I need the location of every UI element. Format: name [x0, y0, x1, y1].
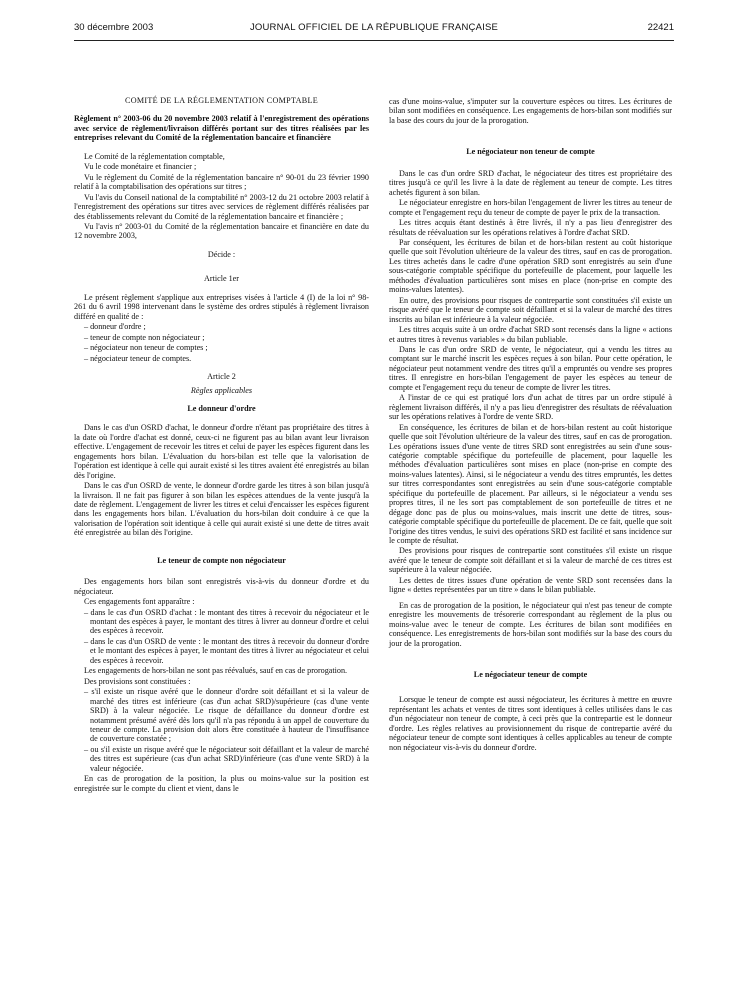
- visa: Vu l'avis n° 2003-01 du Comité de la réglementation bancaire et financière en date du 12 novembre 2003,: [74, 221, 369, 241]
- article-2-subheading: Règles applicables: [190, 386, 253, 396]
- paragraph: Le négociateur enregistre en hors-bilan l'engagement de livrer les titres au teneur de compte et l'engagement reçu du teneur de compte de payer le prix de la transaction.: [389, 198, 672, 217]
- section-heading-donneur: Le donneur d'ordre: [187, 403, 256, 413]
- paragraph: En outre, des provisions pour risques de contrepartie sont constituées s'il existe un risque avéré que le teneur de compte soit défaillant et si la valeur de marché des titres inscrits au bilan est inférieure à la valeur négociée.: [389, 295, 672, 324]
- list-item: – donneur d'ordre ;: [84, 322, 146, 332]
- paragraph: A l'instar de ce qui est pratiqué lors d'un achat de titres par un ordre stipulé à règlement livraison différés, il n'y a pas lieu d'enregistrer des résultats de réévaluation sur les opérations relatives à l'ordre de vente SRD.: [389, 393, 672, 422]
- paragraph: cas d'une moins-value, s'imputer sur la couverture espèces ou titres. Les écritures de bilan sont modifiées en conséquence. Les engagements de hors-bilan sont modifiés sur la base des cours du jour de la prorogation.: [389, 97, 672, 125]
- paragraph: Les dettes de titres issues d'une opération de vente SRD sont recensées dans la ligne « dettes représentées par un titre » dans le bilan publiable.: [389, 575, 672, 595]
- list-item: – teneur de compte non négociateur ;: [84, 332, 205, 342]
- list-item: – s'il existe un risque avéré que le donneur d'ordre soit défaillant et si la valeur de marché des titres est inférieure (cas d'un achat SRD)/supérieure (cas d'une vente SRD) à la valeur négociée. Le risque de défaillance du donneur d'ordre est notamment présumé avéré dès lors qu'il n'a pas répondu à un appel de couverture du teneur de compte. La provision doit alors être constituée à hauteur de l'insuffisance de couverture constatée ;: [84, 687, 369, 744]
- article-2-heading: Article 2: [207, 371, 236, 381]
- paragraph: Ces engagements font apparaître :: [84, 597, 195, 607]
- paragraph: Des provisions pour risques de contrepartie sont constituées s'il existe un risque avéré que le teneur de compte soit défaillant et si la valeur de marché de ces titres est supérieure à la valeur négociée.: [389, 546, 672, 575]
- paragraph: En conséquence, les écritures de bilan et de hors-bilan restent au coût historique quelle que soit l'évolution ultérieure de la valeur des titres, sauf en cas de prorogation. Les opérations issues d'une vente de titres SRD sont enregistrées au sein d'une sous-catégorie comptable spécifique du portefeuille de placement, pour laquelle les méthodes d'évaluation particulières sont mises en place (non-prise en compte des moins-values latentes). Ainsi, si le négociateur a vendu des titres empruntés, les dettes sur titres correspondantes sont enregistrées au sein d'une sous-catégorie comptable spécifique du portefeuille de placement. Par ailleurs, si le négociateur a vendu ses propres titres, il ne les sort pas comptablement de son portefeuille de titres et ne dégage donc pas de plus ou moins-values, mais inscrit une dette de titres, sous-catégorie comptable spécifique du portefeuille de placement. De ce fait, quelle que soit l'origine des titres vendus, le suivi des opérations SRD est facilité et sans incidence sur le compte de résultat.: [389, 422, 672, 546]
- list-item: – dans le cas d'un OSRD de vente : le montant des titres à recevoir du donneur d'ordre et le montant des espèces à payer, le montant des titres à livrer au négociateur et celui des espèces à recevoir.: [84, 636, 369, 665]
- paragraph: Dans le cas d'un ordre SRD d'achat, le négociateur des titres est propriétaire des titres jusqu'à ce qu'il les livre à la date de règlement au teneur de compte. Les titres achetés figurent à son bilan.: [389, 168, 672, 197]
- list-item: – négociateur teneur de comptes.: [84, 353, 192, 363]
- article-1-text: Le présent règlement s'applique aux entreprises visées à l'article 4 (I) de la loi n° 98-261 du 6 avril 1998 intervenant dans le système des ordres stipulés à règlement livraison différé en qualité de :: [74, 292, 369, 321]
- list-item: – dans le cas d'un OSRD d'achat : le montant des titres à recevoir du négociateur et le montant des espèces à payer, le montant des titres à livrer au donneur d'ordre et celui des espèces à recevoir.: [84, 607, 369, 636]
- committee-heading: COMITÉ DE LA RÉGLEMENTATION COMPTABLE: [124, 96, 319, 105]
- paragraph: Dans le cas d'un ordre SRD de vente, le négociateur, qui a vendu les titres au comptant sur le marché inscrit les espèces reçues à son bilan. Pour cette opération, le négociateur peut notamment vendre des titres qu'il a empruntés ou vendre ses propres titres. Il enregistre en hors-bilan l'engagement de payer les espèces au teneur de compte et l'engagement reçu du teneur de compte de livrer les titres.: [389, 344, 672, 392]
- visa: Vu le règlement du Comité de la réglementation bancaire n° 90-01 du 23 février 1990 relatif à la comptabilisation des opérations sur titres ;: [74, 172, 369, 192]
- paragraph: Des provisions sont constituées :: [84, 676, 191, 686]
- visa: Vu l'avis du Conseil national de la comptabilité n° 2003-12 du 21 octobre 2003 relatif à l'enregistrement des opérations sur titres avec services de règlement différés réalisées par des établissements relevant du Comité de la réglementation bancaire et financière ;: [74, 192, 369, 221]
- header-page-number: 22421: [647, 22, 674, 33]
- visas: [74, 152, 369, 241]
- paragraph: Des engagements hors bilan sont enregistrés vis-à-vis du donneur d'ordre et du négociateur.: [74, 577, 369, 596]
- header-journal-title: JOURNAL OFFICIEL DE LA RÉPUBLIQUE FRANÇAISE: [249, 22, 499, 33]
- visa: Vu le code monétaire et financier ;: [84, 162, 197, 172]
- paragraph: Les titres acquis étant destinés à être livrés, il n'y a pas lieu d'enregistrer des résultats de réévaluation sur les opérations relatives à l'ordre d'achat SRD.: [389, 218, 672, 237]
- paragraph: En cas de prorogation de la position, la plus ou moins-value sur la position est enregistrée sur le compte du client et vient, dans le: [74, 774, 369, 793]
- paragraph: Dans le cas d'un OSRD de vente, le donneur d'ordre garde les titres à son bilan jusqu'à la livraison. Il ne fait pas figurer à son bilan les espèces attendues de la vente jusqu'à la date de règlement. L'engagement de livrer les titres et celui d'encaisser les espèces figurent dans les engagements hors bilan. L'évaluation du hors-bilan doit conduire à ce que la valorisation de l'opération soit identique à celle qui aurait existé si une dette de titres avait été enregistrée au bilan dès l'origine.: [74, 481, 369, 538]
- paragraph: Dans le cas d'un OSRD d'achat, le donneur d'ordre n'étant pas propriétaire des titres à la date où l'ordre d'achat est donné, ceux-ci ne figurent pas au bilan avant leur livraison effective. L'engagement de recevoir les titres et celui de payer les espèces figurent dans les engagements hors bilan. L'évaluation du hors-bilan est telle que la valorisation de l'opération est identique à celle qui aurait existé si les titres avaient été enregistrés au bilan dès l'origine.: [74, 423, 369, 480]
- paragraph: Par conséquent, les écritures de bilan et de hors-bilan restent au coût historique quelle que soit l'évolution ultérieure de la valeur des titres, sauf en cas de prorogation. Les titres achetés dans le cadre d'une opération SRD sont enregistrés au sein d'une sous-catégorie comptable spécifique du portefeuille de placement, pour laquelle les méthodes d'évaluation particulières sont mises en place (non-prise en compte des moins-values latentes).: [389, 237, 672, 295]
- paragraph: En cas de prorogation de la position, le négociateur qui n'est pas teneur de compte enregistre les mouvements de trésorerie correspondant au règlement de la plus ou moins-value avec le teneur de compte. Les écritures de bilan sont modifiées en conséquence. Les enregistrements de hors-bilan sont modifiés sur la base des cours du jour de la prorogation.: [389, 600, 672, 648]
- left-column: [74, 96, 369, 794]
- visa: Le Comité de la réglementation comptable,: [84, 151, 225, 161]
- list-item: – négociateur non teneur de comptes ;: [84, 343, 208, 353]
- section-heading-negociateur-non-teneur: Le négociateur non teneur de compte: [466, 147, 595, 157]
- regulation-title: Règlement n° 2003-06 du 20 novembre 2003 relatif à l'enregistrement des opérations avec service de règlement/livraison différés portant sur des titres réalisées par les entreprises relevant du Comité de la réglementation bancaire et financière: [74, 114, 369, 143]
- paragraph: Les titres acquis suite à un ordre d'achat SRD sont recensés dans la ligne « actions et autres titres à revenus variables » du bilan publiable.: [389, 325, 672, 344]
- section-heading-teneur: Le teneur de compte non négociateur: [157, 555, 286, 565]
- page-header: [74, 22, 674, 40]
- header-rule: [74, 40, 674, 41]
- paragraph: Lorsque le teneur de compte est aussi négociateur, les écritures à mettre en œuvre représentant les achats et ventes de titres sont identiques à celles utilisées dans le cas d'un négociateur non teneur de compte, à ceci près que la contrepartie est le donneur d'ordre. Les règles relatives au provisionnement du risque de contrepartie avéré du négociateur teneur de compte sont identiques à celles applicables au teneur de compte non négociateur vis-à-vis du donneur d'ordre.: [389, 695, 672, 752]
- section-heading-negociateur-teneur: Le négociateur teneur de compte: [473, 670, 588, 680]
- article-1-heading: Article 1er: [204, 274, 239, 284]
- right-column: [389, 97, 672, 753]
- list-item: – ou s'il existe un risque avéré que le négociateur soit défaillant et la valeur de marché des titres est supérieure (cas d'un achat SRD)/inférieure (cas d'une vente SRD) à la valeur négociée.: [84, 744, 369, 773]
- header-date: 30 décembre 2003: [74, 22, 154, 33]
- paragraph: Les engagements de hors-bilan ne sont pas réévalués, sauf en cas de prorogation.: [84, 666, 348, 676]
- decide-heading: Décide :: [207, 249, 236, 259]
